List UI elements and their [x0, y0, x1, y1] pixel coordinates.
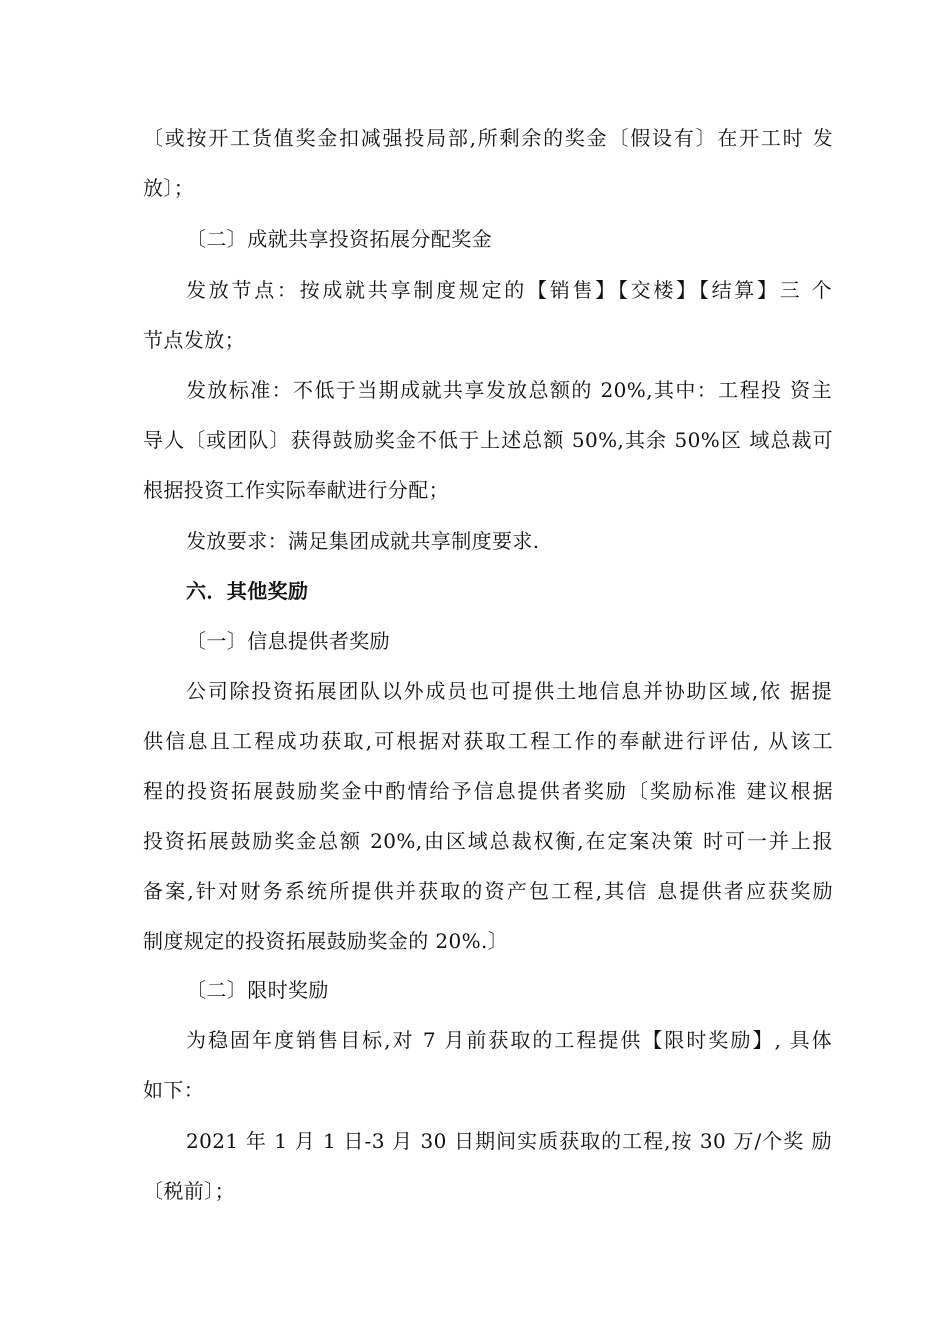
section-heading: 〔二〕成就共享投资拓展分配奖金: [186, 227, 492, 251]
paragraph-line: 发放节点：按成就共享制度规定的【销售】【交楼】【结算】三 个: [186, 278, 832, 302]
paragraph-line: 投资拓展鼓励奖金总额 20%,由区域总裁权衡,在定案决策 时可一并上报: [143, 829, 833, 853]
paragraph-line: 如下：: [143, 1078, 205, 1102]
paragraph-line: 发放标准：不低于当期成就共享发放总额的 20%,其中：工程投 资主: [186, 378, 832, 402]
section-title: 六．其他奖励: [186, 579, 309, 603]
section-heading: 〔二〕限时奖励: [186, 978, 329, 1002]
paragraph-line: 公司除投资拓展团队以外成员也可提供土地信息并协助区域,依 据提: [186, 679, 832, 703]
section-heading: 〔一〕信息提供者奖励: [186, 629, 390, 653]
paragraph-line: 供信息且工程成功获取,可根据对获取工程工作的奉献进行评估, 从该工: [143, 729, 833, 753]
paragraph-line: 根据投资工作实际奉献进行分配；: [143, 478, 449, 502]
paragraph-line: 2021 年 1 月 1 日-3 月 30 日期间实质获取的工程,按 30 万/个奖 励: [186, 1129, 832, 1153]
paragraph-line: 备案,针对财务系统所提供并获取的资产包工程,其信 息提供者应获奖励: [143, 879, 833, 903]
paragraph-line: 导人〔或团队〕获得鼓励奖金不低于上述总额 50%,其余 50%区 域总裁可: [143, 428, 833, 452]
paragraph-line: 发放要求：满足集团成就共享制度要求.: [186, 529, 540, 553]
paragraph-line: 〔税前〕；: [143, 1179, 235, 1203]
paragraph-line: 放〕；: [143, 176, 195, 200]
paragraph-line: 制度规定的投资拓展鼓励奖金的 20%.〕: [143, 929, 509, 953]
paragraph-line: 节点发放；: [143, 328, 245, 352]
paragraph-line: 程的投资拓展鼓励奖金中酌情给予信息提供者奖励〔奖励标准 建议根据: [143, 779, 833, 803]
paragraph-line: 〔或按开工货值奖金扣减强投局部,所剩余的奖金〔假设有〕在开工时 发: [143, 126, 833, 150]
paragraph-line: 为稳固年度销售目标,对 7 月前获取的工程提供【限时奖励】, 具体: [186, 1028, 832, 1052]
